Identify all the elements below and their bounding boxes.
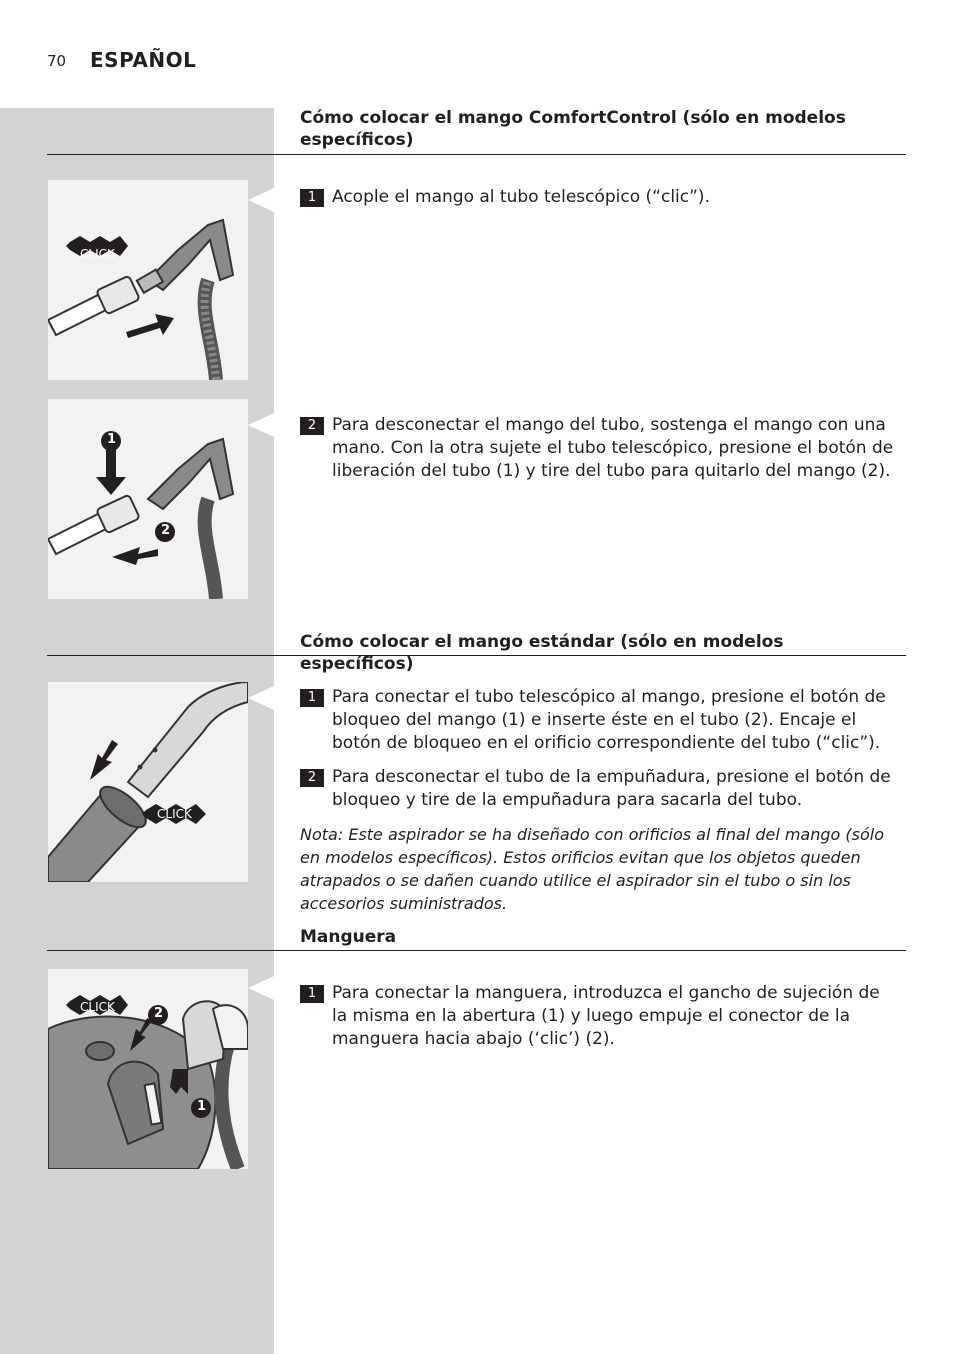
step-text: Para desconectar el mango del tubo, sostenga el mango con una mano. Con la otra sujete el tubo telescópico, presione el botón de liberación del tubo (1) y tire del tubo para quitarlo del mango (2). [332, 415, 894, 481]
figure-pointer [248, 413, 274, 437]
section-heading-standard-handle: Cómo colocar el mango estándar (sólo en modelos específicos) [300, 632, 784, 674]
figure-pointer [248, 188, 274, 212]
step-item [300, 686, 900, 755]
step-number: 2 [300, 769, 324, 787]
note-paragraph: Nota: Este aspirador se ha diseñado con orificios al final del mango (sólo en modelos específicos). Estos orificios evitan que los objetos queden atrapados o se dañen cuando utilice el aspirador sin el tubo o sin los accesorios suministrados. [300, 825, 885, 913]
page-number: 70 [47, 52, 67, 70]
step-item [300, 766, 900, 812]
section-divider [47, 655, 906, 656]
section-divider [47, 950, 906, 951]
language-label: ESPAÑOL [90, 48, 197, 72]
step-text: Para desconectar el tubo de la empuñadura, presione el botón de bloqueo y tire de la empuñadura para sacarla del tubo. [332, 767, 891, 810]
step-number: 1 [300, 189, 324, 207]
section-heading-comfortcontrol: Cómo colocar el mango ComfortControl (sólo en modelos específicos) [300, 108, 846, 150]
step-number: 2 [300, 417, 324, 435]
figure-hose-connection [48, 969, 248, 1169]
step-text: Para conectar la manguera, introduzca el gancho de sujeción de la misma en la abertura (1) y luego empuje el conector de la manguera hacia abajo (‘clic’) (2). [332, 983, 880, 1049]
figure-attach-handle [48, 180, 248, 380]
figure-pointer [248, 686, 274, 710]
step-text: Acople el mango al tubo telescópico (“clic”). [332, 187, 710, 207]
marker-2: 2 [161, 523, 171, 538]
section-heading-hose: Manguera [300, 927, 397, 947]
step-number: 1 [300, 985, 324, 1003]
marker-1: 1 [107, 432, 117, 447]
step-item [300, 186, 900, 209]
step-item [300, 982, 900, 1051]
click-badge: CLICK [80, 1000, 115, 1014]
marker-1: 1 [197, 1099, 207, 1114]
step-number: 1 [300, 689, 324, 707]
section-divider [47, 154, 906, 155]
figure-detach-handle [48, 399, 248, 599]
click-badge: CLICK [157, 807, 192, 821]
figure-pointer [248, 976, 274, 1000]
step-item [300, 414, 900, 483]
figure-standard-handle [48, 682, 248, 882]
step-text: Para conectar el tubo telescópico al mango, presione el botón de bloqueo del mango (1) e inserte éste en el tubo (2). Encaje el botón de bloqueo en el orificio correspondiente del tubo (“clic”). [332, 687, 886, 753]
marker-2: 2 [154, 1006, 164, 1021]
click-badge: CLICK [80, 247, 115, 261]
